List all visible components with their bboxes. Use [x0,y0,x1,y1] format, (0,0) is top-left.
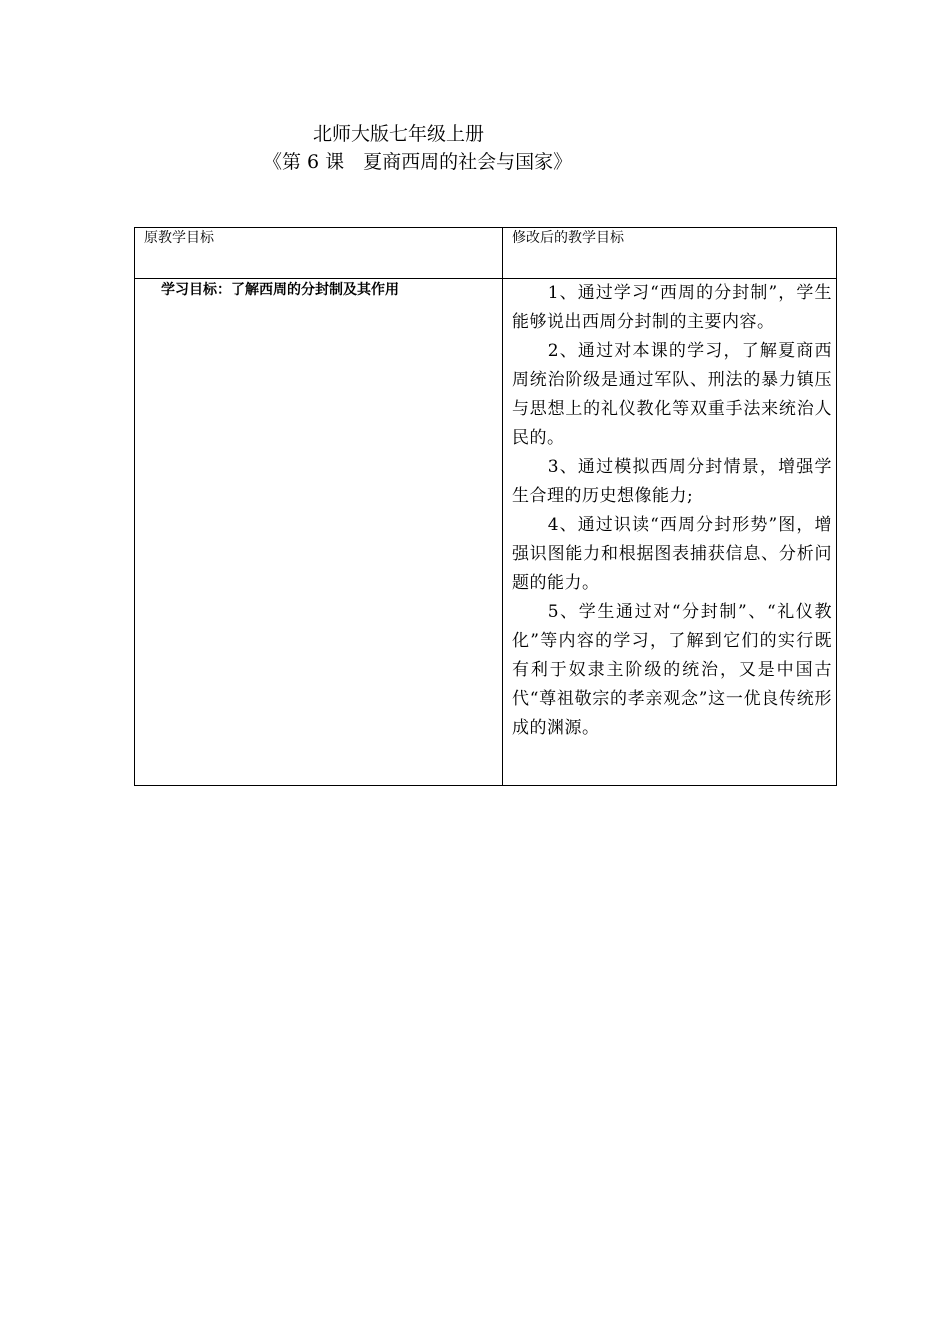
revised-goal-item: 4、通过识读“西周分封形势”图，增强识图能力和根据图表捕获信息、分析问题的能力。 [512,515,832,593]
revised-goal-item: 1、通过学习“西周的分封制”，学生能够说出西周分封制的主要内容。 [512,283,832,332]
lesson-title: 《第 6 课 夏商西周的社会与国家》 [263,151,573,173]
revised-goal-item: 3、通过模拟西周分封情景，增强学生合理的历史想像能力; [512,457,832,506]
column-header-revised [503,228,837,279]
revised-goals-cell [503,279,837,786]
original-goal-text: 学习目标：了解西周的分封制及其作用 [161,282,399,298]
revised-goal-item: 2、通过对本课的学习，了解夏商西周统治阶级是通过军队、刑法的暴力镇压与思想上的礼仪教化等双重手法来统治人民的。 [512,341,832,448]
column-header-revised-label: 修改后的教学目标 [512,230,624,246]
original-goal-cell [135,279,503,786]
document-title: 北师大版七年级上册 [313,123,485,145]
goals-table [134,227,837,786]
table-row [135,279,837,786]
column-header-original-label: 原教学目标 [144,230,214,246]
table-header-row [135,228,837,279]
revised-goal-item: 5、学生通过对“分封制”、“礼仪教化”等内容的学习，了解到它们的实行既有利于奴隶主阶级的统治，又是中国古代“尊祖敬宗的孝亲观念”这一优良传统形成的渊源。 [512,602,832,738]
column-header-original [135,228,503,279]
